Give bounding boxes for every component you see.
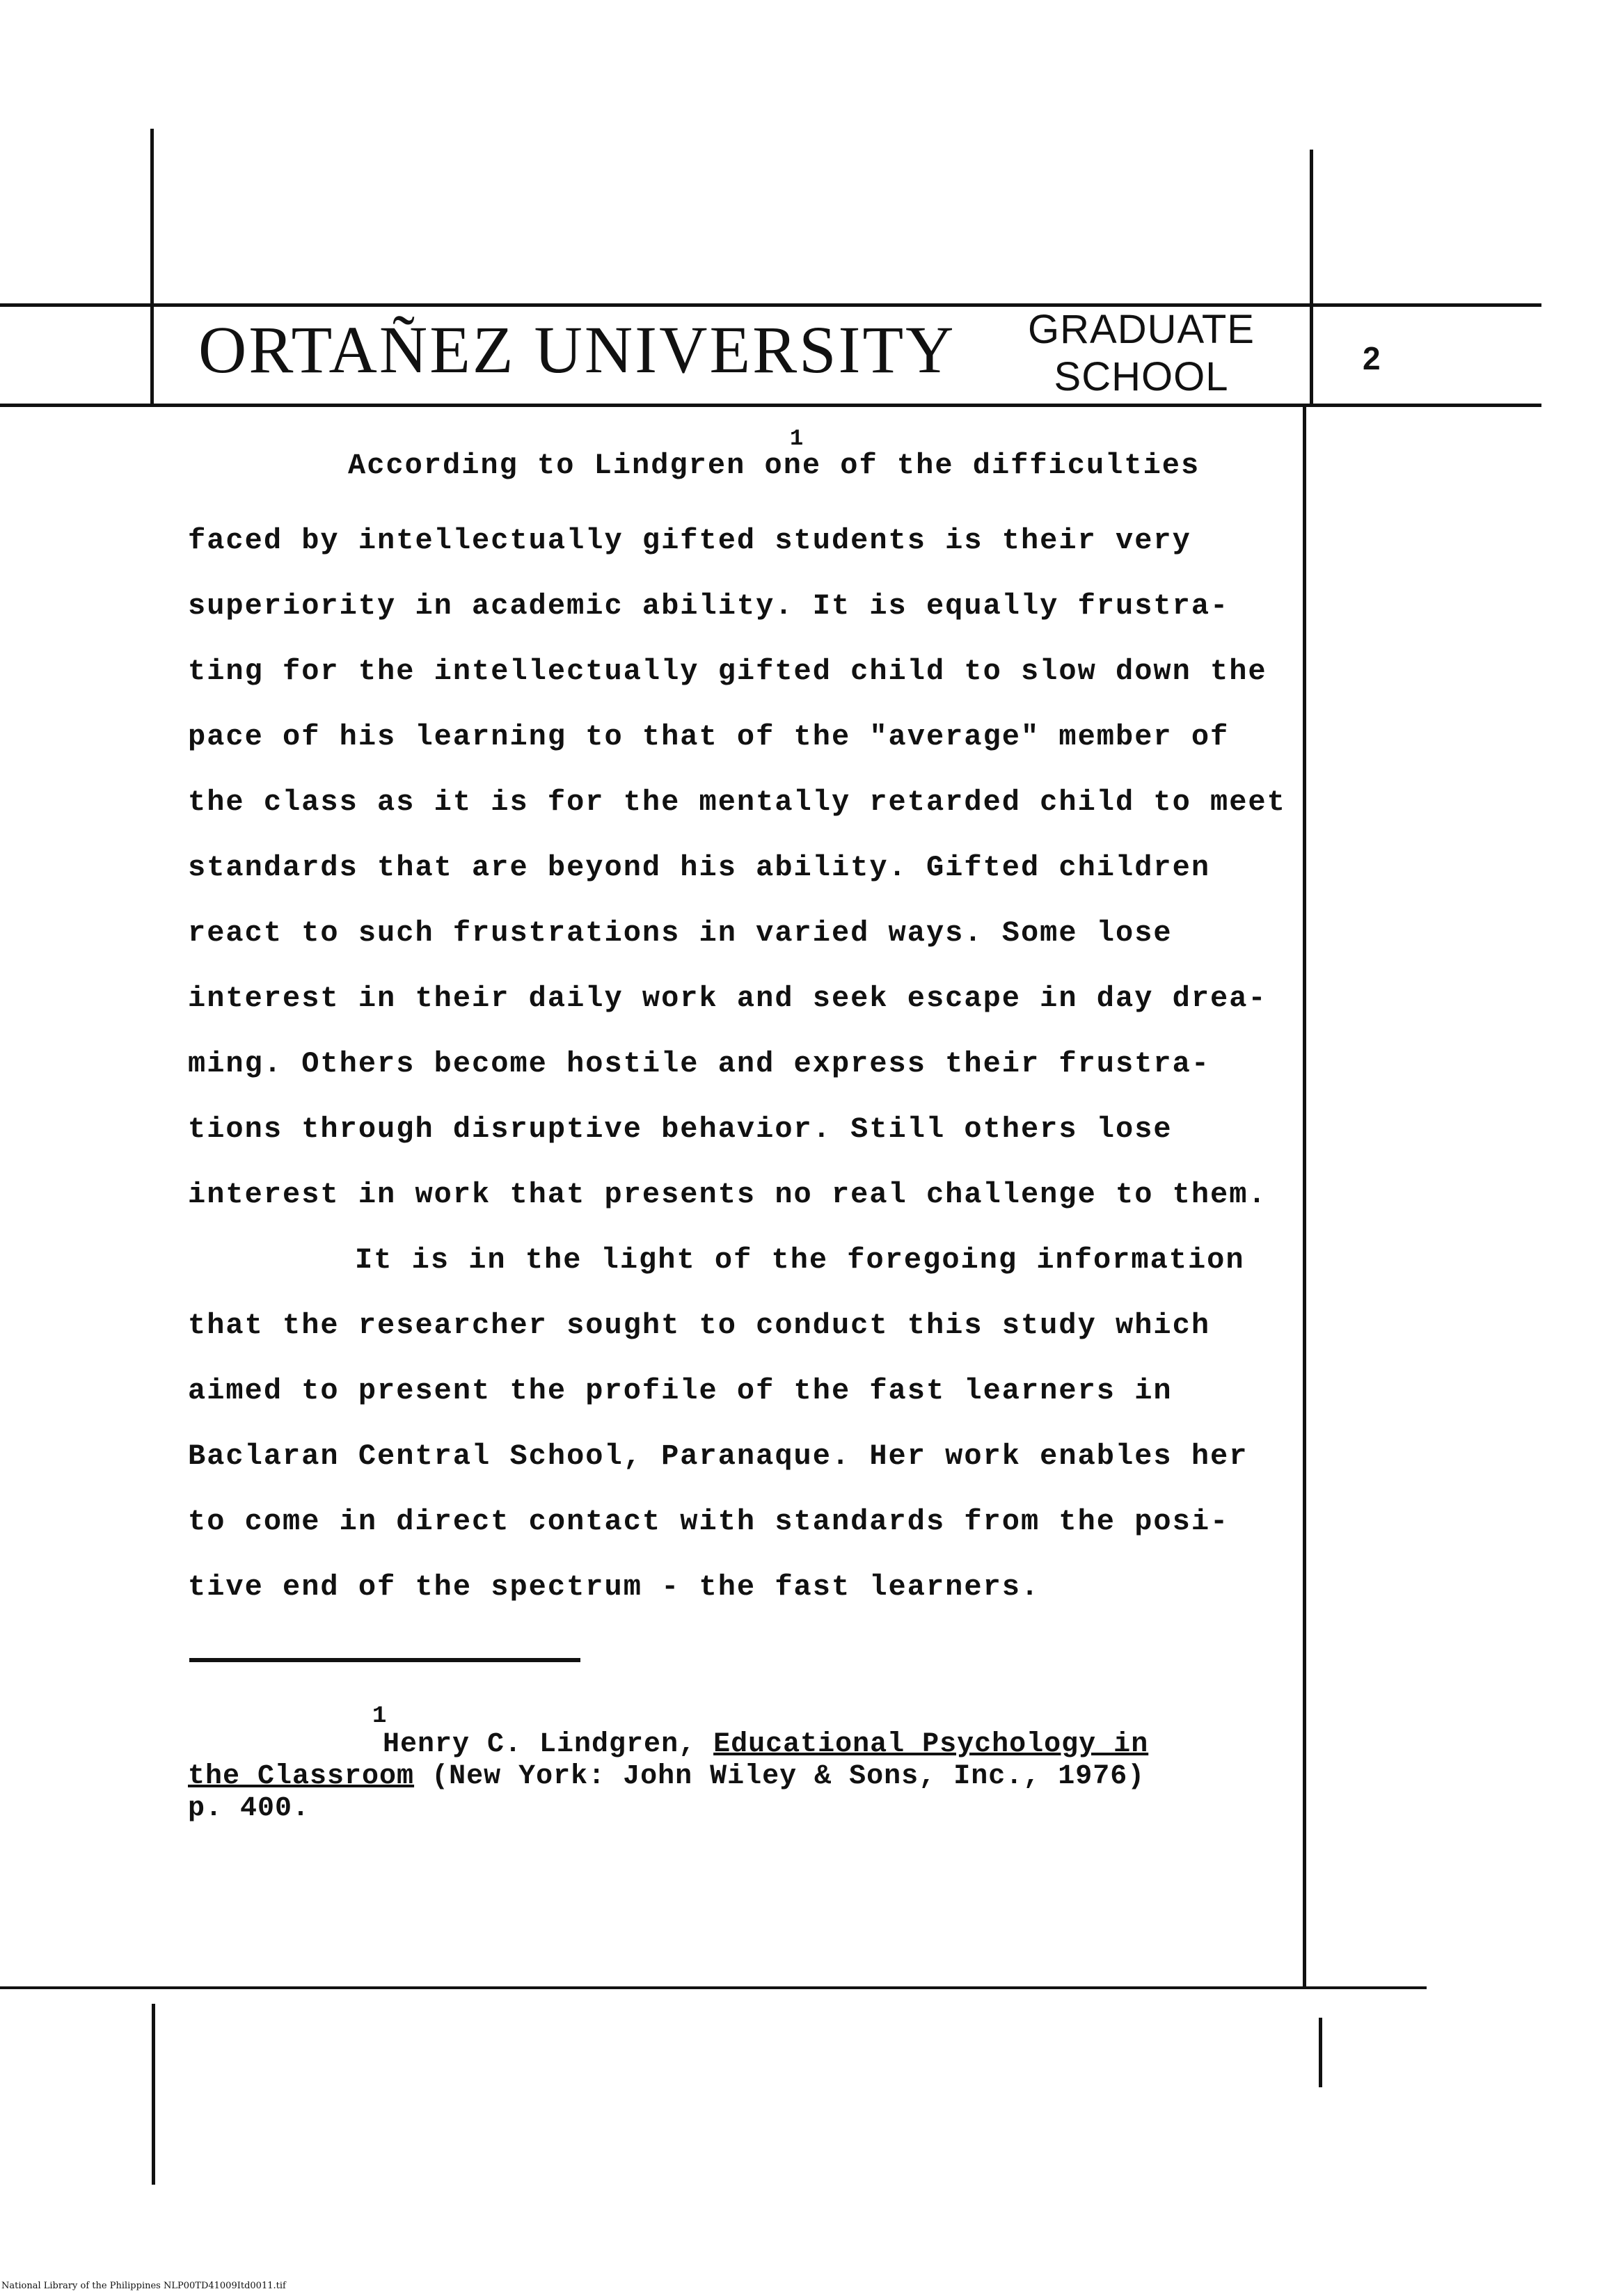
body-line: faced by intellectually gifted students is their very bbox=[188, 524, 1191, 557]
graduate-school-label bbox=[1016, 306, 1267, 401]
footnote-number: 1 bbox=[372, 1703, 387, 1730]
footnote-line-3: p. 400. bbox=[188, 1793, 310, 1824]
footnote-separator bbox=[189, 1658, 580, 1662]
footnote-line-2 bbox=[188, 1763, 1145, 1791]
bottom-rule bbox=[0, 1986, 1427, 1989]
header-top-rule bbox=[0, 303, 1541, 307]
body-line: ming. Others become hostile and express their frustra- bbox=[188, 1047, 1211, 1081]
footnote-author: Henry C. Lindgren, bbox=[383, 1729, 697, 1760]
body-line: standards that are beyond his ability. Gifted children bbox=[188, 851, 1211, 884]
body-line: superiority in academic ability. It is equally frustra- bbox=[188, 589, 1230, 623]
left-frame-line-bottom bbox=[152, 2004, 155, 2185]
footnote-reference: 1 bbox=[790, 426, 804, 452]
footnote-publication: (New York: John Wiley & Sons, Inc., 1976) bbox=[431, 1761, 1145, 1792]
body-line: aimed to present the profile of the fast learners in bbox=[188, 1374, 1173, 1408]
body-line: tive end of the spectrum - the fast learners. bbox=[188, 1570, 1040, 1604]
right-frame-line-main bbox=[1303, 407, 1306, 1986]
footnote-title-part2: the Classroom bbox=[188, 1761, 415, 1792]
body-line: react to such frustrations in varied ways. Some lose bbox=[188, 916, 1173, 950]
left-frame-line-top bbox=[150, 129, 154, 407]
footnote-title-part1: Educational Psychology in bbox=[713, 1729, 1149, 1760]
body-line: interest in work that presents no real challenge to them. bbox=[188, 1178, 1267, 1211]
body-line: According to Lindgren one of the difficulties bbox=[348, 449, 1200, 482]
body-line: Baclaran Central School, Paranaque. Her work enables her bbox=[188, 1440, 1248, 1473]
right-frame-line-bottom bbox=[1319, 2018, 1322, 2087]
university-name: ORTAÑEZ UNIVERSITY bbox=[198, 312, 956, 387]
body-line: tions through disruptive behavior. Still others lose bbox=[188, 1113, 1173, 1146]
body-line: pace of his learning to that of the "average" member of bbox=[188, 720, 1230, 754]
graduate-label-line1: GRADUATE bbox=[1028, 307, 1255, 352]
scan-caption: National Library of the Philippines NLP00TD41009Itd0011.tif bbox=[1, 2281, 286, 2291]
body-line: ting for the intellectually gifted child to slow down the bbox=[188, 655, 1267, 688]
footnote-line-1 bbox=[383, 1731, 1148, 1759]
graduate-label-line2: SCHOOL bbox=[1054, 354, 1229, 399]
right-frame-line-top bbox=[1310, 150, 1313, 407]
body-line: that the researcher sought to conduct this study which bbox=[188, 1309, 1211, 1342]
body-line: It is in the light of the foregoing information bbox=[355, 1243, 1245, 1277]
header-bottom-rule bbox=[0, 404, 1541, 407]
page-number: 2 bbox=[1363, 340, 1381, 376]
body-line: the class as it is for the mentally retarded child to meet bbox=[188, 786, 1286, 819]
body-line: to come in direct contact with standards from the posi- bbox=[188, 1505, 1230, 1538]
body-line: interest in their daily work and seek escape in day drea- bbox=[188, 982, 1267, 1015]
